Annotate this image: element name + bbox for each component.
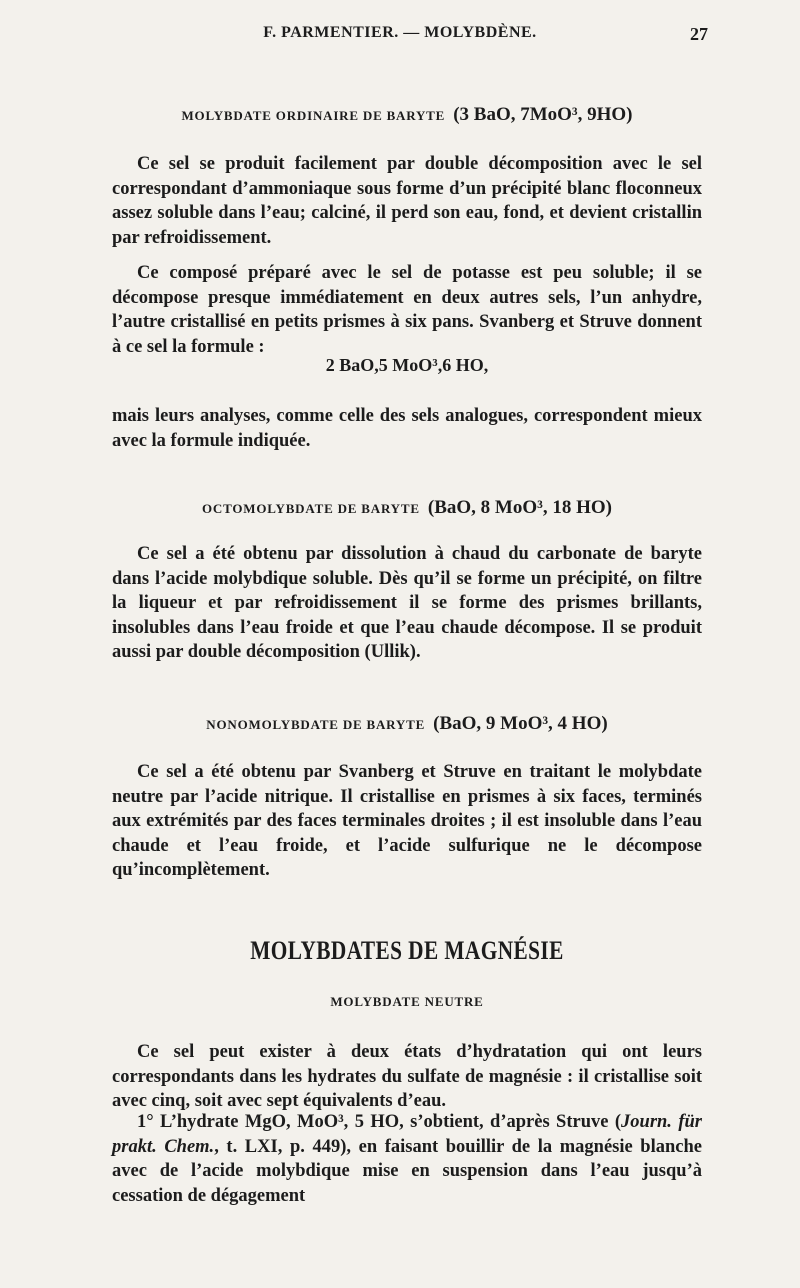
heading-formula: (BaO, 9 MoO³, 4 HO) bbox=[433, 713, 608, 734]
running-title: F. PARMENTIER. — MOLYBDÈNE. bbox=[263, 24, 537, 41]
paragraph: mais leurs analyses, comme celle des sels analogues, correspondent mieux avec la formule indiquée. bbox=[112, 406, 702, 451]
formula-line: 2 BaO,5 MoO³,6 HO, bbox=[325, 355, 489, 375]
paragraph: Ce sel a été obtenu par Svanberg et Struve en traitant le molybdate neutre par l’acide nitrique. Il cristallise en prismes à six faces, terminés aux extrémités par des faces terminales droites ; il est insoluble dans l’eau chaude et l’eau froide, et l’acide sulfurique ne le décompose qu’incomplètement. bbox=[112, 762, 702, 880]
citation: Journ. für prakt. Chem. bbox=[112, 1112, 702, 1157]
section-heading-nonomolybdate bbox=[112, 713, 702, 735]
heading-label: MOLYBDATE ORDINAIRE DE BARYTE bbox=[181, 108, 446, 123]
heading-formula: (BaO, 8 MoO³, 18 HO) bbox=[427, 497, 612, 518]
section-heading-ordinaire bbox=[112, 104, 702, 126]
text-run: 1° L’hydrate MgO, MoO³, 5 HO, s’obtient, d’après Struve ( bbox=[137, 1112, 622, 1132]
paragraph: Ce sel a été obtenu par dissolution à chaud du carbonate de baryte dans l’acide molybdique soluble. Dès qu’il se forme un précipité, on filtre la liqueur et par refroidissement il se forme des prismes brillants, insolubles dans l’eau froide et que l’eau chaude décompose. Il se produit aussi par double décomposition (Ullik). bbox=[112, 544, 702, 662]
heading-label: OCTOMOLYBDATE DE BARYTE bbox=[202, 501, 420, 516]
page-number: 27 bbox=[690, 24, 708, 44]
heading-formula: (3 BaO, 7MoO³, 9HO) bbox=[453, 104, 633, 125]
heading-label: NONOMOLYBDATE DE BARYTE bbox=[206, 717, 426, 732]
text-run: , t. LXI, p. 449), en faisant bouillir de la magnésie blanche avec de l’acide molybdique mise en suspension dans l’eau jusqu’à cessation de dégagement bbox=[112, 1136, 702, 1206]
sub-heading: MOLYBDATE NEUTRE bbox=[330, 994, 484, 1009]
paragraph: Ce sel peut exister à deux états d’hydratation qui ont leurs correspondants dans les hydrates du sulfate de magnésie : il cristallise soit avec cinq, soit avec sept équivalents d’eau. bbox=[112, 1042, 702, 1111]
section-heading-octomolybdate bbox=[112, 497, 702, 519]
section-title: MOLYBDATES DE MAGNÉSIE bbox=[250, 936, 564, 965]
paragraph: Ce composé préparé avec le sel de potasse est peu soluble; il se décompose presque immédiatement en deux autres sels, l’un anhydre, l’autre cristallisé en petits prismes à six pans. Svanberg et Struve donnent à ce sel la formule : bbox=[112, 263, 702, 357]
running-header bbox=[0, 24, 800, 46]
paragraph: Ce sel se produit facilement par double décomposition avec le sel correspondant d’ammoniaque sous forme d’un précipité blanc floconneux assez soluble dans l’eau; calciné, il perd son eau, fond, et devient cristallin par refroidissement. bbox=[112, 154, 702, 248]
paragraph bbox=[112, 1110, 702, 1208]
